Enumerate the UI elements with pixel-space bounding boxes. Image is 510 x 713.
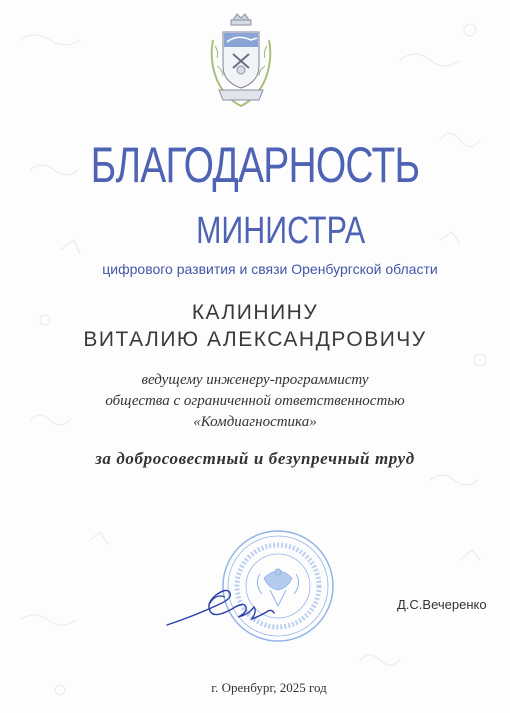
subtitle-word-text: МИНИСТРА — [196, 210, 366, 252]
position-line-3: «Комдиагностика» — [193, 414, 317, 430]
position-line-1: ведущему инженеру-программисту — [141, 372, 369, 388]
ministry-name-text: цифрового развития и связи Оренбургской области — [102, 261, 438, 277]
award-reason: за добросовестный и безупречный труд — [95, 449, 415, 468]
recipient-surname: КАЛИНИНУ — [191, 301, 319, 324]
signer-name: Д.С.Вечеренко — [397, 597, 487, 612]
orenburg-coat-of-arms-icon — [207, 10, 275, 108]
handwritten-signature-icon — [165, 575, 280, 630]
recipient-given-names: ВИТАЛИЮ АЛЕКСАНДРОВИЧУ — [83, 328, 427, 351]
place-and-year — [0, 680, 510, 696]
certificate-title: БЛАГОДАРНОСТЬ — [90, 137, 420, 193]
ministry-name — [0, 261, 510, 277]
certificate-subtitle-word — [51, 212, 459, 250]
place-and-year-text: г. Оренбург, 2025 год — [211, 680, 327, 695]
position-line-2: общества с ограниченной ответственностью — [105, 393, 405, 409]
